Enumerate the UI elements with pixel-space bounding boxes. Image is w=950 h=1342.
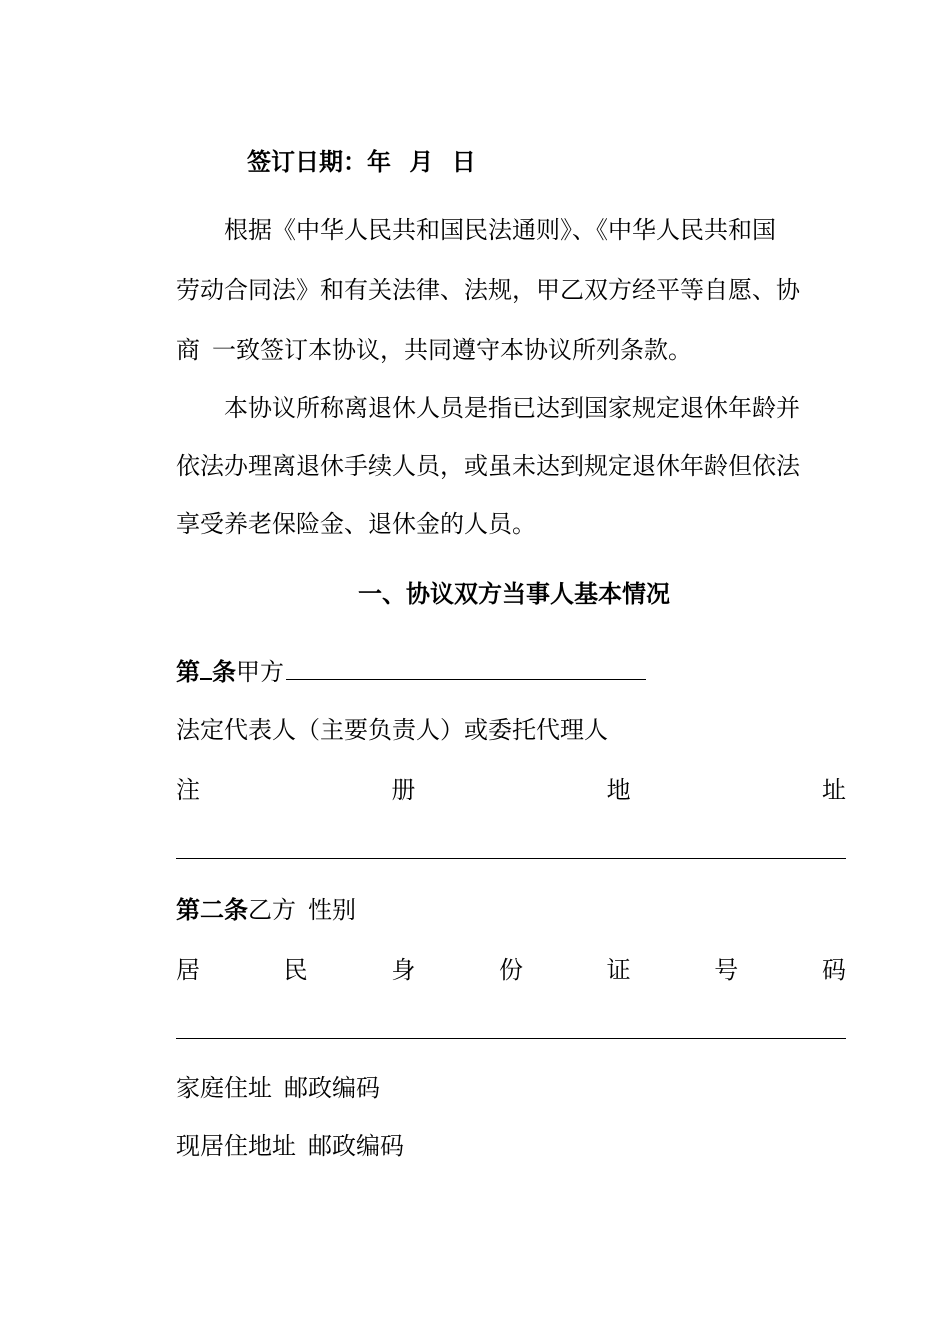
id-number-char: 民: [283, 956, 308, 984]
sign-date-line: [247, 148, 476, 176]
preamble-line-3: [176, 336, 846, 364]
definition-line-1: 本协议所称离退休人员是指已达到国家规定退休年龄并: [224, 394, 800, 422]
current-address-label: 现居住地址: [176, 1132, 296, 1160]
id-number-char: 份: [498, 956, 523, 984]
registered-address-char: 注: [176, 776, 200, 804]
article-2-prefix: 第二条: [176, 896, 248, 924]
representative-line: 法定代表人（主要负责人）或委托代理人: [176, 716, 608, 744]
id-number-char: 证: [606, 956, 631, 984]
id-number-char: 码: [821, 956, 846, 984]
registered-address-char: 册: [391, 776, 416, 804]
party-a-blank: [286, 659, 646, 680]
home-address-label: 家庭住址: [176, 1074, 272, 1102]
sign-date-day: 日: [451, 148, 476, 176]
registered-address-line: [176, 776, 846, 804]
id-number-line: [176, 956, 846, 984]
article-1-prefix-a: 第: [176, 658, 200, 686]
preamble-line-1: 根据《中华人民共和国民法通则》、《中华人民共和国: [224, 216, 776, 244]
current-address-line: [176, 1132, 846, 1160]
preamble-line-3b: 一致签订本协议，共同遵守本协议所列条款。: [212, 336, 692, 364]
preamble-line-2: 劳动合同法》和有关法律、法规，甲乙双方经平等自愿、协: [176, 276, 800, 304]
sign-date-label: 签订日期：: [247, 148, 367, 176]
article-2-line: [176, 896, 846, 924]
id-number-char: 号: [714, 956, 739, 984]
current-postcode-label: 邮政编码: [308, 1132, 404, 1160]
gender-label: 性别: [308, 896, 356, 924]
sign-date-year: 年: [367, 148, 391, 176]
preamble-line-3a: 商: [176, 336, 200, 364]
article-1-line: [176, 658, 846, 686]
party-a-label: 甲方: [236, 658, 284, 686]
registered-address-char: 地: [606, 776, 631, 804]
id-number-char: 身: [391, 956, 416, 984]
party-b-label: 乙方: [248, 896, 296, 924]
sign-date-month: 月: [409, 148, 434, 176]
id-number-blank: [176, 1038, 846, 1039]
id-number-char: 居: [176, 956, 200, 984]
definition-line-2: 依法办理离退休手续人员，或虽未达到规定退休年龄但依法: [176, 452, 800, 480]
article-1-prefix-b: 条: [212, 658, 236, 686]
registered-address-char: 址: [821, 776, 846, 804]
definition-line-3: 享受养老保险金、退休金的人员。: [176, 510, 536, 538]
home-address-line: [176, 1074, 846, 1102]
article-number-blank: [200, 658, 212, 680]
registered-address-blank: [176, 858, 846, 859]
home-postcode-label: 邮政编码: [284, 1074, 380, 1102]
section-title: 一、协议双方当事人基本情况: [358, 580, 670, 608]
